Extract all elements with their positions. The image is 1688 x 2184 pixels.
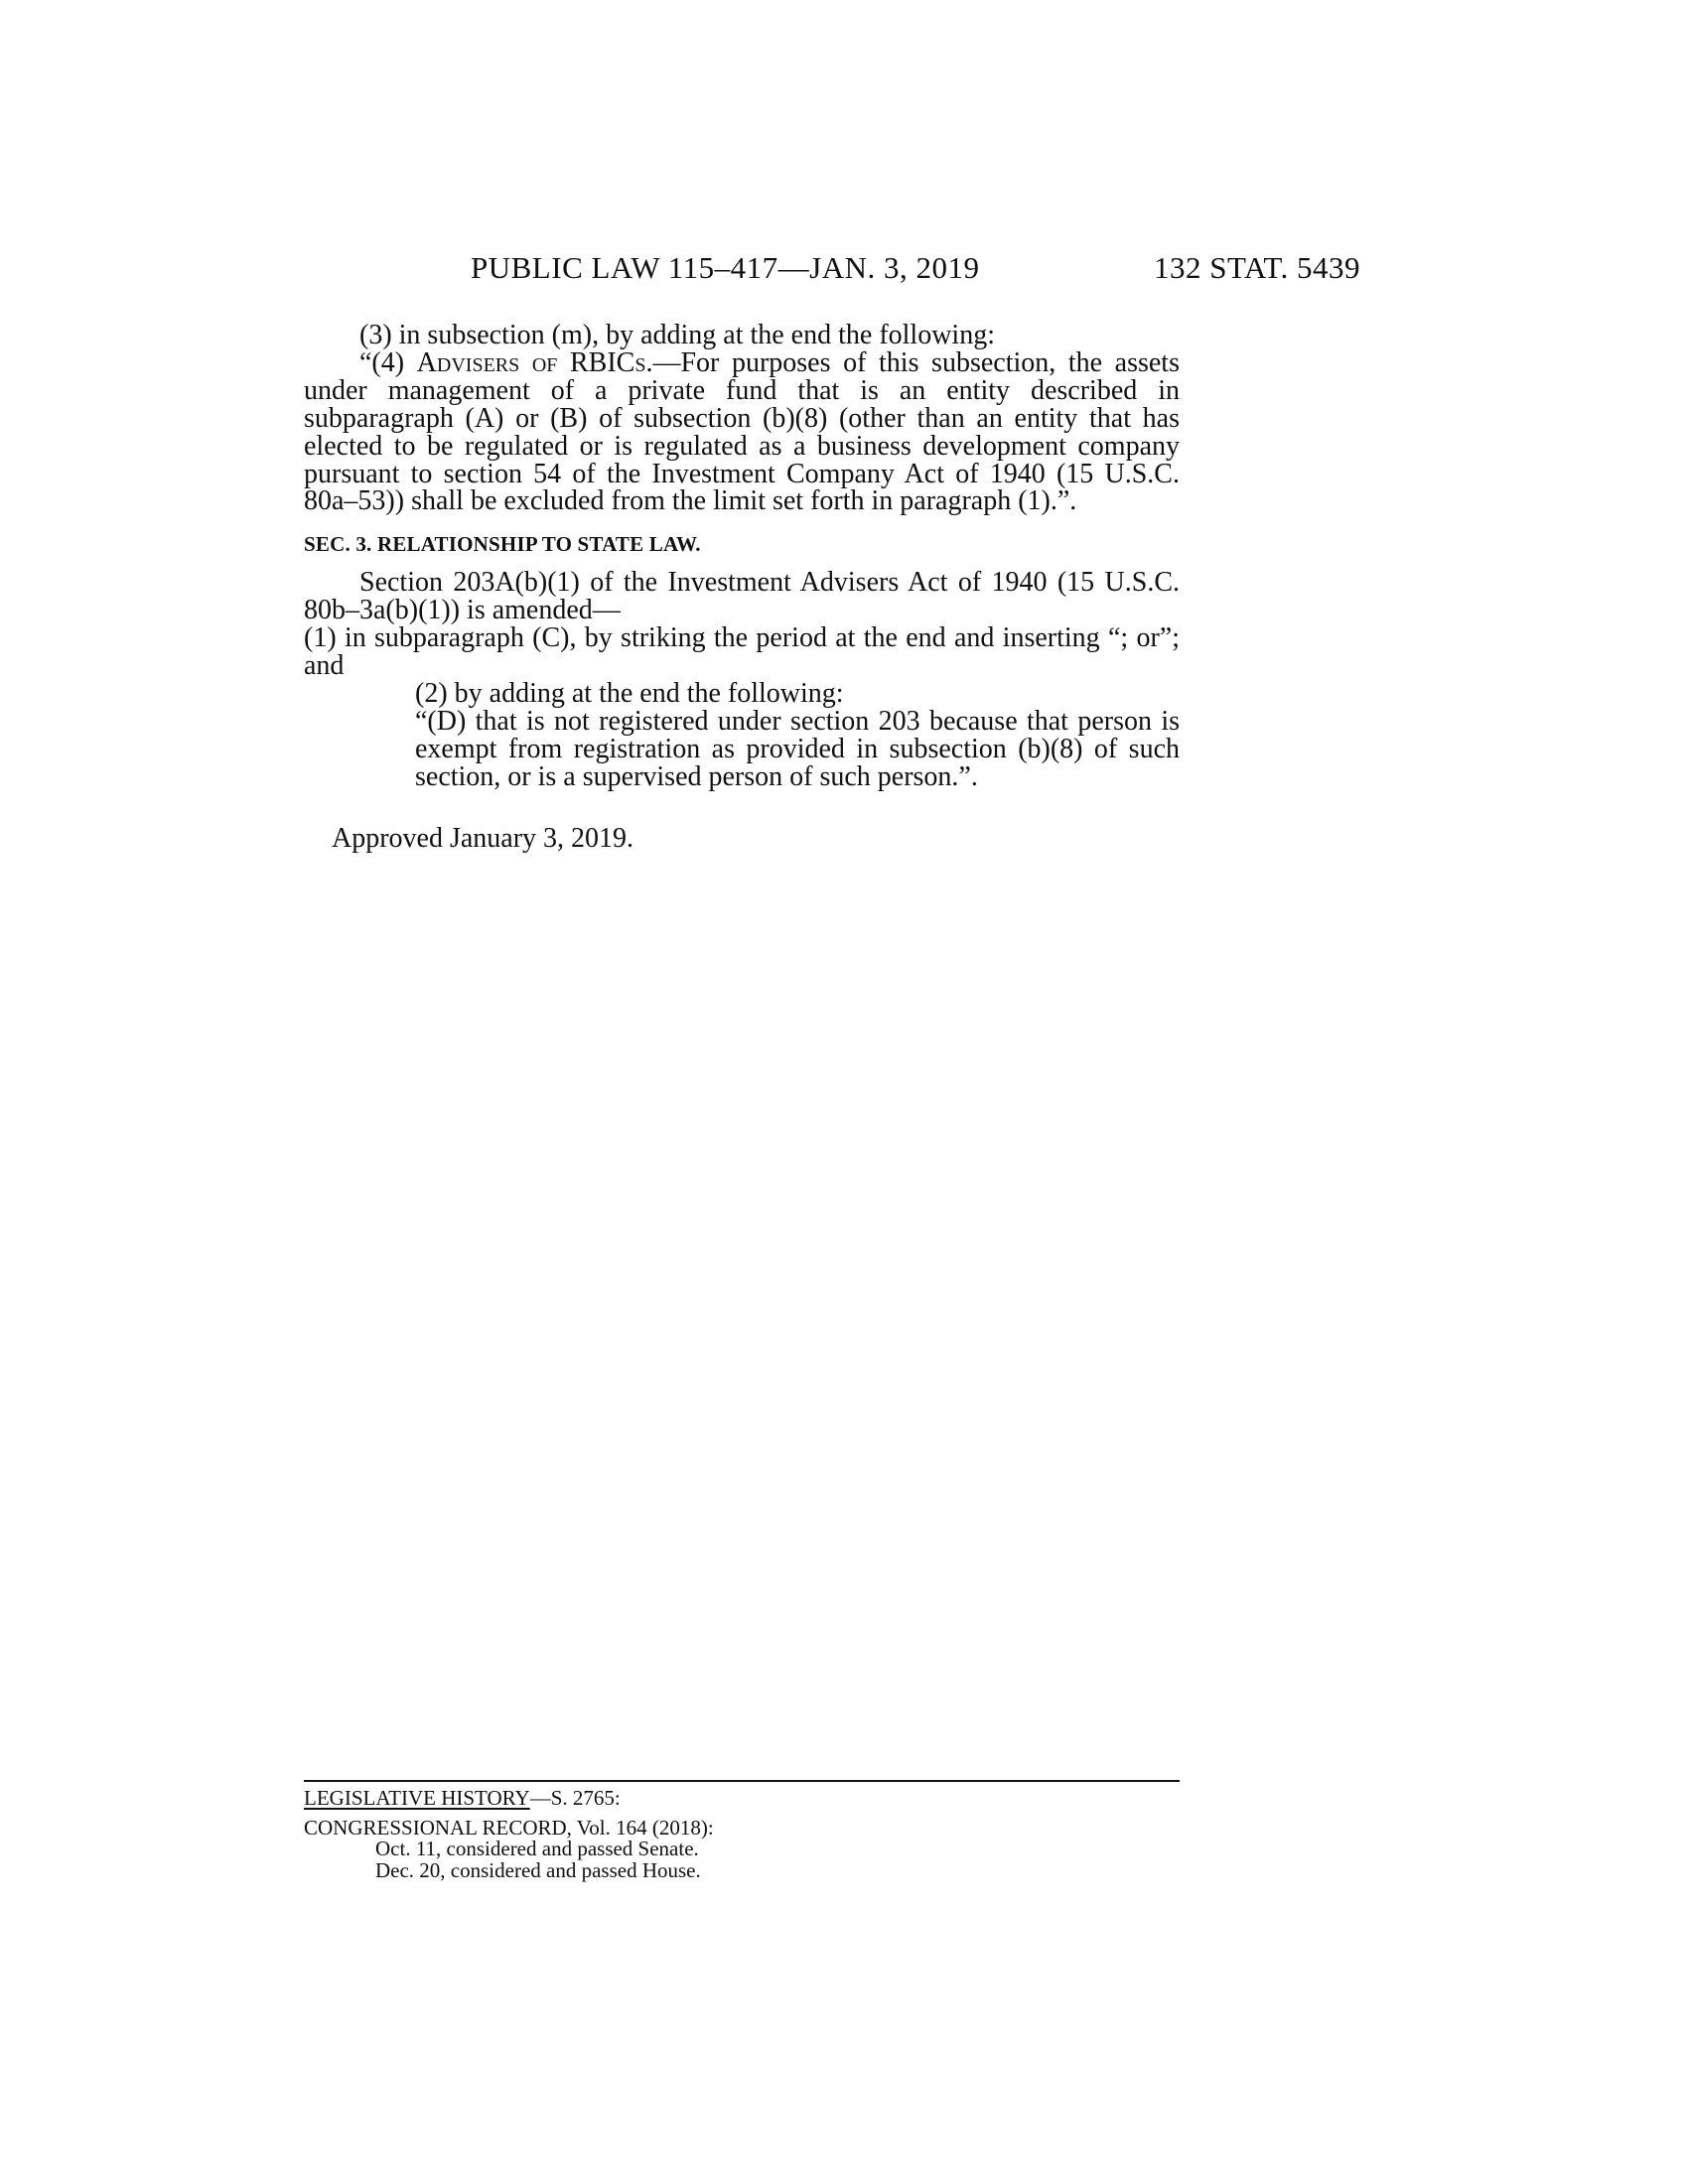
legislative-history-title (304, 1788, 1180, 1810)
paragraph-4-text: .—For purposes of this subsection, the assets under management of a private fund that is an entity described in subparagraph (A) or (B) of subsection (b)(8) (other than an entity that has elected to be regulated or is regulated as a business development company pursuant to section 54 of the Investment Company Act of 1940 (15 U.S.C. 80a–53)) shall be excluded from the limit set forth in paragraph (1).”. (304, 346, 1180, 517)
item-3-paragraph: (3) in subsection (m), by adding at the end the following: (359, 320, 995, 350)
approval-date: Approved January 3, 2019. (332, 822, 634, 854)
bill-number: —S. 2765: (529, 1786, 621, 1810)
paragraph-4-prefix: “(4) (359, 346, 417, 378)
legislative-history-label: LEGISLATIVE HISTORY (304, 1786, 530, 1810)
page-header (0, 250, 1688, 290)
history-entry: Oct. 11, considered and passed Senate. (375, 1837, 699, 1860)
paragraph-4-advisers-of-rbics (248, 346, 1180, 517)
section-3-subparagraph-d: “(D) that is not registered under section 203 because that person is exempt from registration as provided in subsection (b)(8) of such section, or is a supervised person of such person.”. (415, 705, 1180, 792)
paragraph-4-heading: Advisers of RBICs (416, 346, 646, 378)
law-text-body (304, 322, 1180, 880)
history-entry: Dec. 20, considered and passed House. (375, 1857, 701, 1882)
public-law-title: PUBLIC LAW 115–417—JAN. 3, 2019 (471, 250, 980, 285)
section-3-item-1-text: (1) in subparagraph (C), by striking the period at the end and inserting “; or”; and (304, 622, 1180, 681)
statute-page-number: 132 STAT. 5439 (1154, 250, 1361, 285)
congressional-record-line: CONGRESSIONAL RECORD, Vol. 164 (2018): (304, 1815, 714, 1840)
section-3-heading: SEC. 3. RELATIONSHIP TO STATE LAW. (304, 532, 701, 557)
section-3-item-1 (248, 624, 1180, 680)
legislative-history-footnote (304, 1780, 1180, 1881)
section-3-intro: Section 203A(b)(1) of the Investment Advisers Act of 1940 (15 U.S.C. 80b–3a(b)(1)) is amended— (304, 567, 1180, 626)
footnote-divider (304, 1780, 1180, 1782)
section-3-item-2: (2) by adding at the end the following: (415, 677, 844, 709)
